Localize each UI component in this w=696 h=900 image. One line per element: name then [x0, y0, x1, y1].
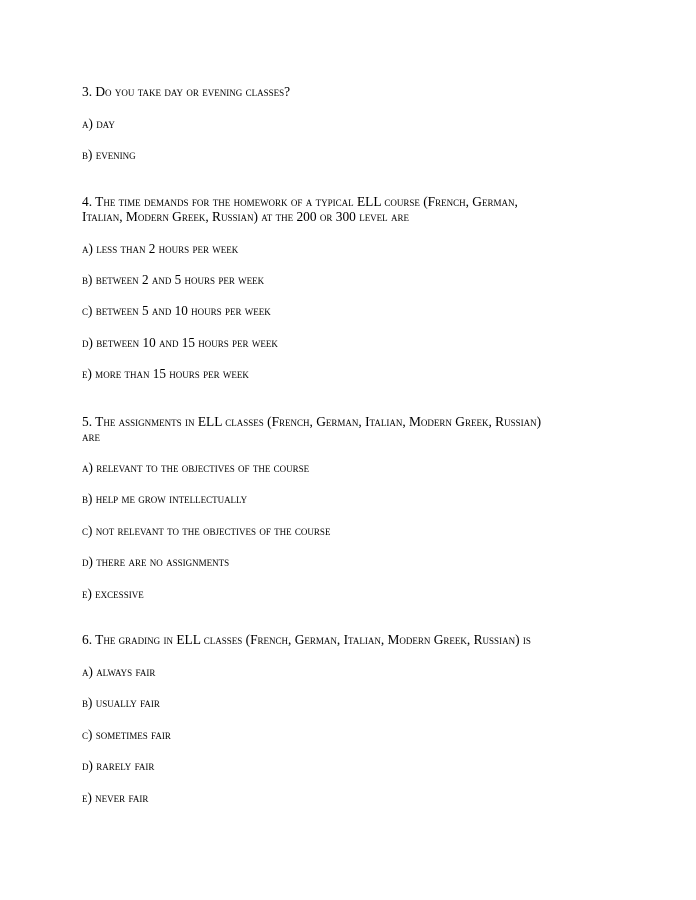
answer-option: e) excessive: [82, 586, 144, 601]
answer-option: a) less than 2 hours per week: [82, 241, 239, 256]
answer-option: e) never fair: [82, 790, 149, 805]
answer-option: a) always fair: [82, 664, 156, 679]
answer-option: b) help me grow intellectually: [82, 491, 248, 506]
answer-option: d) there are no assignments: [82, 554, 230, 569]
answer-option: c) sometimes fair: [82, 727, 171, 742]
question-text: 4. The time demands for the homework of a typical ELL course (French, German,: [82, 194, 518, 209]
answer-option: e) more than 15 hours per week: [82, 366, 249, 381]
question-text: 6. The grading in ELL classes (French, German, Italian, Modern Greek, Russian) is: [82, 632, 531, 647]
answer-option: b) usually fair: [82, 695, 160, 710]
answer-option: a) day: [82, 116, 115, 131]
answer-option: d) rarely fair: [82, 758, 155, 773]
question-text-continued: are: [82, 429, 100, 444]
answer-option: b) between 2 and 5 hours per week: [82, 272, 265, 287]
answer-option: c) not relevant to the objectives of the course: [82, 523, 331, 538]
answer-option: d) between 10 and 15 hours per week: [82, 335, 278, 350]
question-text: 3. Do you take day or evening classes?: [82, 84, 291, 99]
answer-option: c) between 5 and 10 hours per week: [82, 303, 271, 318]
answer-option: b) evening: [82, 147, 136, 162]
question-text-continued: Italian, Modern Greek, Russian) at the 200 or 300 level are: [82, 209, 410, 224]
question-text: 5. The assignments in ELL classes (French, German, Italian, Modern Greek, Russian): [82, 414, 542, 429]
answer-option: a) relevant to the objectives of the course: [82, 460, 310, 475]
